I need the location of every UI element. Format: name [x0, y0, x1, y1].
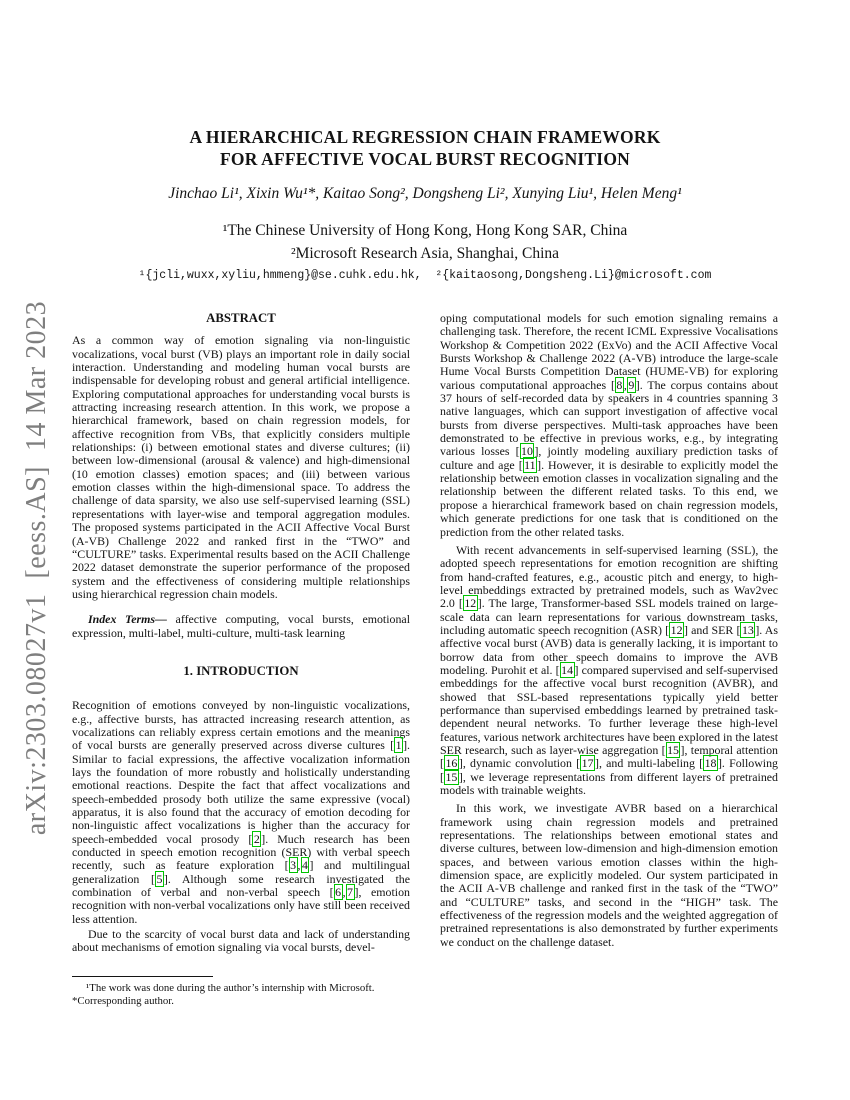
- citation-link[interactable]: 5: [156, 871, 163, 886]
- citation-link[interactable]: 18: [704, 756, 717, 771]
- affiliation-2: ²Microsoft Research Asia, Shanghai, China: [290, 245, 560, 262]
- body-paragraph: With recent advancements in self-supervised learning (SSL), the adopted speech representations for emotion recognition are shifting from hand-crafted features, e.g., acoustic pitch and energy, to high-level embeddings extracted by pretrained models, such as Wav2vec 2.0 [ 12 ]. The large, Transformer-based SSL models trained on large-scale data can learn representations for various downstream tasks, including automatic speech recognition (ASR) [ 12 ] and SER [ 13 ]. As affective vocal burst (AVB) data is generally lacking, it is important to borrow data from other speech domains to improve the AVB modeling. Purohit et al. [ 14 ] compared supervised and self-supervised embeddings for the affective vocal burst recognition (AVBR), and showed that SSL-based representations typically yield better performance than supervised embeddings learned by pretrained task-dependent neural networks. To further leverage these high-level features, various network architectures have been explored in the latest SER research, such as layer-wise aggregation [ 15 ], temporal attention [ 16 ], dynamic convolution [ 17 ], and multi-labeling [ 18 ]. Following [ 15 ], we leverage representations from different layers of pretrained models with trainable weights.: [440, 542, 779, 798]
- title-line-2: FOR AFFECTIVE VOCAL BURST RECOGNITION: [220, 149, 630, 169]
- introduction-paragraph: Due to the scarcity of vocal burst data and lack of understanding about mechanisms of emotion signaling via vocal bursts, devel-: [72, 927, 410, 955]
- citation-link[interactable]: 17: [581, 756, 594, 771]
- citation-link[interactable]: 15: [445, 769, 458, 784]
- abstract-text: As a common way of emotion signaling via non-linguistic vocalizations, vocal burst (VB) plays an important role in daily social interaction. Understanding and modeling human vocal bursts are indispensable for developing robust and general artificial intelligence. Exploring computational approaches for understanding vocal bursts is attracting increasing research attention. In this work, we propose a hierarchical framework, based on chain regression models, for affective recognition from VBs, that explicitly considers multiple relationships: (i) between emotional states and diverse cultures; (ii) between low-dimensional (arousal & valence) and high-dimensional (10 emotion classes) emotion spaces; and (iii) between various emotion classes within the high-dimensional space. To address the challenge of data sparsity, we also use self-supervised learning (SSL) representations with layer-wise and temporal aggregation modules. The proposed systems participated in the ACII Affective Vocal Burst (A-VB) Challenge 2022 and ranked first in the “TWO” and “CULTURE” tasks. Experimental results based on the ACII Challenge 2022 dataset demonstrate the superior performance of the proposed system and the effectiveness of considering multiple relationships using hierarchical regression chain models.: [72, 333, 410, 601]
- citation-link[interactable]: 8: [616, 377, 623, 392]
- body-paragraph: In this work, we investigate AVBR based on a hierarchical framework using chain regression models and pretrained representations. The relationships between emotional states and diverse cultures, between low-dimension and high-dimension emotion spaces, and between various emotion classes within the high-dimension space, are explicitly modeled. Our system participated in the ACII A-VB challenge and ranked first in the task of the “TWO” and “CULTURE” tasks, and second in the “HIGH” task. The effectiveness of the regression models and the weighted aggregation of pretrained representations is also demonstrated by further experiments we conduct on the challenge dataset.: [440, 801, 778, 949]
- affiliation-list: [72, 219, 778, 265]
- footnote-line-2: *Corresponding author.: [72, 995, 174, 1007]
- citation-link[interactable]: 12: [670, 622, 683, 637]
- citation-link[interactable]: 4: [302, 858, 308, 873]
- citation-link[interactable]: 16: [445, 756, 458, 771]
- paper-header: [72, 126, 778, 282]
- footnote-line-1: ¹The work was done during the author’s internship with Microsoft.: [86, 982, 375, 994]
- arxiv-banner: arXiv:2303.08027v1 [eess.AS] 14 Mar 2023: [21, 300, 52, 836]
- footnote-rule: [72, 976, 213, 977]
- index-terms: [72, 613, 410, 640]
- citation-link[interactable]: 11: [524, 457, 536, 472]
- abstract-heading: ABSTRACT: [206, 311, 276, 325]
- citation-link[interactable]: 10: [521, 444, 533, 459]
- citation-link[interactable]: 14: [561, 662, 574, 677]
- paper-title: [72, 126, 778, 170]
- citation-link[interactable]: 7: [347, 885, 353, 900]
- citation-link[interactable]: 15: [667, 743, 679, 757]
- index-terms-label: Index Terms—: [88, 612, 167, 627]
- citation-link[interactable]: 12: [464, 596, 477, 611]
- citation-link[interactable]: 13: [741, 622, 754, 637]
- introduction-heading: 1. INTRODUCTION: [183, 663, 299, 678]
- left-column: [72, 305, 410, 955]
- index-terms-text: affective computing, vocal bursts, emotional expression, multi-label, multi-culture, multi-task learning: [72, 612, 410, 640]
- author-list: Jinchao Li¹, Xixin Wu¹*, Kaitao Song², Dongsheng Li², Xunying Liu¹, Helen Meng¹: [168, 185, 682, 202]
- author-emails: ¹{jcli,wuxx,xyliu,hmmeng}@se.cuhk.edu.hk, ²{kaitaosong,Dongsheng.Li}@microsoft.com: [138, 269, 712, 282]
- citation-link[interactable]: 2: [253, 831, 260, 846]
- footnote: [72, 976, 410, 1008]
- affiliation-1: ¹The Chinese University of Hong Kong, Hong Kong SAR, China: [222, 222, 628, 239]
- citation-link[interactable]: 1: [395, 738, 402, 753]
- citation-link[interactable]: 3: [290, 858, 297, 873]
- introduction-paragraph: Recognition of emotions conveyed by non-linguistic vocalizations, e.g., affective bursts, has attracted increasing research attention, as vocalizations can reliably express certain emotions and the meanings of vocal bursts are generally preserved across diverse cultures [ 1 ]. Similar to facial expressions, the affective vocalization information lays the foundation of more robustly and holistically understanding emotional reactions. Despite the fact that affect vocalizations and speech-embedded prosody both utilize the same expressive (vocal) apparatus, it is also found that the accuracy of emotion decoding for non-linguistic affect vocalizations is higher than the accuracy for speech-embedded vocal prosody [ 2 ]. Much research has been conducted in speech emotion recognition (SER) with verbal speech recently, such as feature exploration [ 3 , 4 ] and multilingual generalization [ 5 ]. Although some research investigated the combination of verbal and non-verbal speech [ 6 , 7 ], emotion recognition with non-verbal vocalizations only have still been received less attention.: [72, 698, 411, 926]
- citation-link[interactable]: 9: [628, 377, 635, 392]
- body-paragraph: oping computational models for such emotion signaling remains a challenging task. Therefore, the recent ICML Expressive Vocalisations Workshop & Competition 2022 (ExVo) and the ACII Affective Vocal Bursts Workshop & Challenge 2022 (A-VB) introduce the large-scale Hume Vocal Bursts Competition Dataset (HUME-VB) for exploring various computational approaches [ 8 , 9 ]. The corpus contains about 37 hours of self-recorded data by speakers in 4 countries spanning 3 native languages, which can support investigation of affective vocal bursts from diverse perspectives. Multi-task approaches have been demonstrated to be effective in previous works, e.g., by integrating various losses [ 10 ], jointly modeling auxiliary prediction tasks of culture and age [ 11 ]. However, it is desirable to explicitly model the relationship between emotion classes in vocalization signaling and the relationship between the different related tasks. To this end, we propose a hierarchical framework based on chain regression models, which generate predictions for one task that is conditioned on the prediction from the other related tasks.: [440, 311, 778, 539]
- citation-link[interactable]: 6: [335, 885, 342, 900]
- title-line-1: A HIERARCHICAL REGRESSION CHAIN FRAMEWORK: [189, 127, 661, 147]
- right-column: [440, 305, 778, 949]
